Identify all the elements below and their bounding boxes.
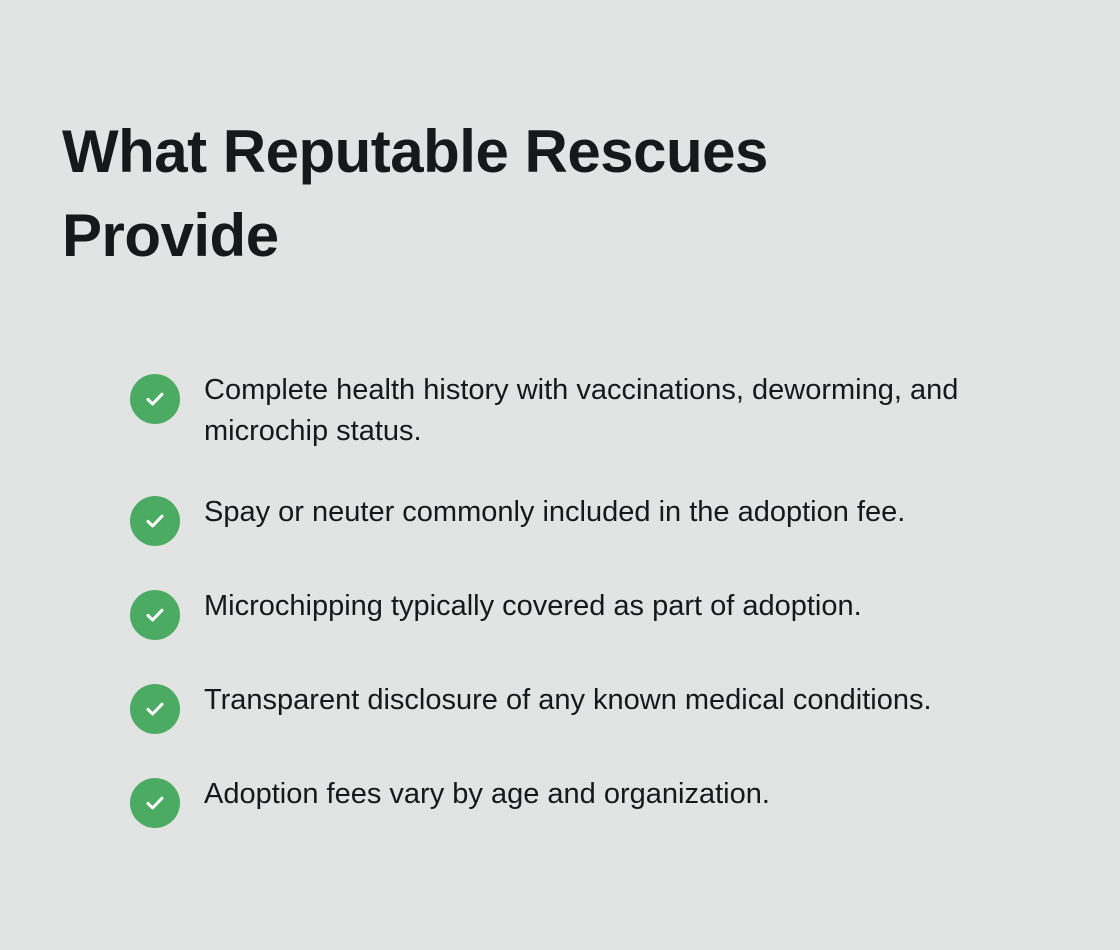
check-circle-icon xyxy=(130,590,180,640)
page-title: What Reputable Rescues Provide xyxy=(62,118,768,269)
list-item xyxy=(130,492,1058,546)
list-item xyxy=(130,586,1058,640)
list-item-label: Spay or neuter commonly included in the adoption fee. xyxy=(204,496,906,529)
list-item xyxy=(130,774,1058,828)
check-circle-icon xyxy=(130,496,180,546)
list-item-label: Microchipping typically covered as part of adoption. xyxy=(204,590,862,623)
list-item-label: Adoption fees vary by age and organization. xyxy=(204,778,770,811)
check-circle-icon xyxy=(130,684,180,734)
list-item xyxy=(130,680,1058,734)
list-item-label: Transparent disclosure of any known medical conditions. xyxy=(204,684,932,717)
list-item-label: Complete health history with vaccinations, deworming, and microchip status. xyxy=(204,374,959,448)
check-circle-icon xyxy=(130,374,180,424)
list-item xyxy=(130,370,1058,452)
benefits-list xyxy=(62,370,1058,828)
check-circle-icon xyxy=(130,778,180,828)
